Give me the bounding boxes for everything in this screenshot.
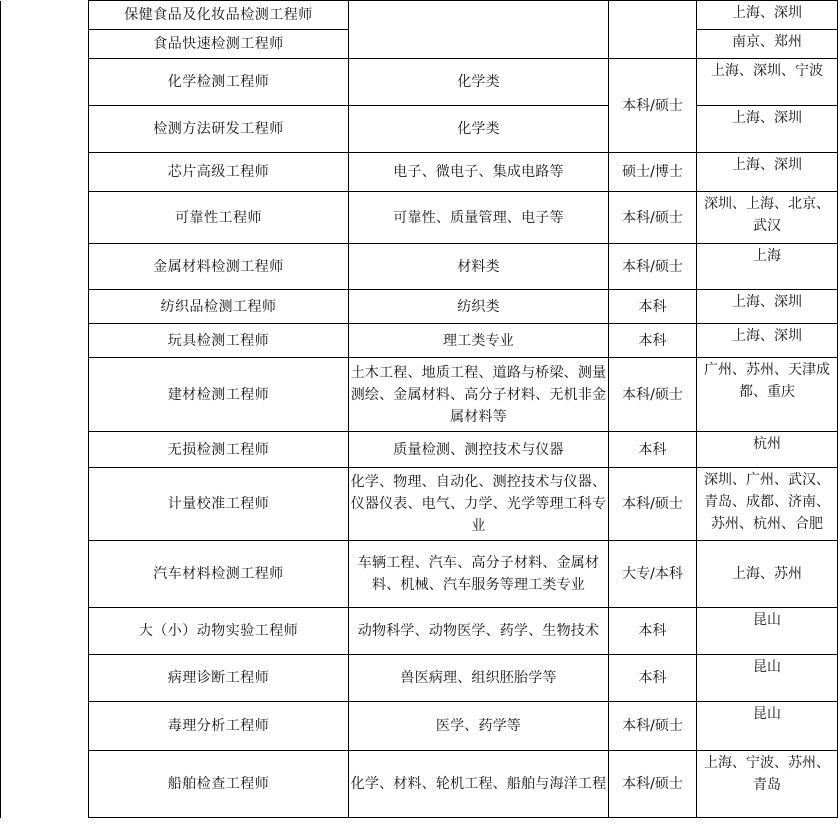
major-cell: 化学、材料、轮机工程、船舶与海洋工程: [349, 751, 609, 818]
table-row: [1, 290, 840, 324]
location-cell: 南京、郑州: [697, 30, 838, 59]
major-cell: 化学、物理、自动化、测控技术与仪器、仪器仪表、电气、力学、光学等理工科专业: [349, 468, 609, 541]
table-row: [1, 655, 840, 702]
table-row: [1, 59, 840, 106]
major-cell: 动物科学、动物医学、药学、生物技术: [349, 608, 609, 655]
location-cell: 昆山: [697, 655, 838, 702]
location-cell: 上海、深圳: [697, 324, 838, 358]
location-cell: 上海、宁波、苏州、青岛: [697, 751, 838, 818]
location-cell: 上海: [697, 244, 838, 290]
job-title-cell: 大（小）动物实验工程师: [89, 608, 349, 655]
major-cell: 纺织类: [349, 290, 609, 324]
location-cell: 上海、深圳: [697, 106, 838, 153]
location-cell: 上海、深圳、宁波: [697, 59, 838, 106]
location-cell: 杭州: [697, 432, 838, 468]
job-title-cell: 船舶检查工程师: [89, 751, 349, 818]
location-cell: 深圳、上海、北京、武汉: [697, 192, 838, 244]
table-row: [1, 358, 840, 432]
major-cell: 土木工程、地质工程、道路与桥梁、测量测绘、金属材料、高分子材料、无机非金属材料等: [349, 358, 609, 432]
degree-cell: 本科/硕士: [609, 358, 697, 432]
job-title-cell: 汽车材料检测工程师: [89, 541, 349, 608]
major-cell: [349, 1, 609, 59]
job-title-cell: 病理诊断工程师: [89, 655, 349, 702]
table-row: [1, 608, 840, 655]
job-title-cell: 食品快速检测工程师: [89, 30, 349, 59]
table-row: [1, 106, 840, 153]
degree-cell: 硕士/博士: [609, 153, 697, 192]
job-title-cell: 芯片高级工程师: [89, 153, 349, 192]
table-row: [1, 468, 840, 541]
table-row: [1, 324, 840, 358]
job-title-cell: 毒理分析工程师: [89, 702, 349, 751]
table-row: [1, 1, 840, 30]
degree-cell: 本科/硕士: [609, 59, 697, 153]
degree-cell: 本科/硕士: [609, 468, 697, 541]
table-row: [1, 751, 840, 818]
location-cell: 昆山: [697, 702, 838, 751]
location-cell: 上海、苏州: [697, 541, 838, 608]
table-row: [1, 153, 840, 192]
job-title-cell: 纺织品检测工程师: [89, 290, 349, 324]
table-row: [1, 192, 840, 244]
location-cell: 上海、深圳: [697, 290, 838, 324]
job-title-cell: 化学检测工程师: [89, 59, 349, 106]
degree-cell: 本科/硕士: [609, 751, 697, 818]
degree-cell: 本科: [609, 290, 697, 324]
location-cell: 广州、苏州、天津成都、重庆: [697, 358, 838, 432]
major-cell: 车辆工程、汽车、高分子材料、金属材料、机械、汽车服务等理工类专业: [349, 541, 609, 608]
degree-cell: 本科/硕士: [609, 192, 697, 244]
table-row: [1, 541, 840, 608]
table-row: [1, 702, 840, 751]
job-title-cell: 保健食品及化妆品检测工程师: [89, 1, 349, 30]
degree-cell: 本科: [609, 608, 697, 655]
major-cell: 化学类: [349, 59, 609, 106]
job-title-cell: 建材检测工程师: [89, 358, 349, 432]
degree-cell: 本科: [609, 324, 697, 358]
location-cell: 上海、深圳: [697, 153, 838, 192]
table-row: [1, 432, 840, 468]
major-cell: 化学类: [349, 106, 609, 153]
major-cell: 可靠性、质量管理、电子等: [349, 192, 609, 244]
location-cell: 深圳、广州、武汉、青岛、成都、济南、苏州、杭州、合肥: [697, 468, 838, 541]
job-title-cell: 计量校准工程师: [89, 468, 349, 541]
major-cell: 医学、药学等: [349, 702, 609, 751]
table-row: [1, 244, 840, 290]
job-title-cell: 金属材料检测工程师: [89, 244, 349, 290]
job-title-cell: 无损检测工程师: [89, 432, 349, 468]
major-cell: 电子、微电子、集成电路等: [349, 153, 609, 192]
degree-cell: 本科/硕士: [609, 702, 697, 751]
major-cell: 理工类专业: [349, 324, 609, 358]
left-margin-cell: [1, 1, 89, 818]
location-cell: 上海、深圳: [697, 1, 838, 30]
job-title-cell: 可靠性工程师: [89, 192, 349, 244]
degree-cell: 本科/硕士: [609, 244, 697, 290]
degree-cell: 本科: [609, 432, 697, 468]
location-cell: 昆山: [697, 608, 838, 655]
degree-cell: 本科: [609, 655, 697, 702]
major-cell: 兽医病理、组织胚胎学等: [349, 655, 609, 702]
job-title-cell: 玩具检测工程师: [89, 324, 349, 358]
major-cell: 质量检测、测控技术与仪器: [349, 432, 609, 468]
job-title-cell: 检测方法研发工程师: [89, 106, 349, 153]
major-cell: 材料类: [349, 244, 609, 290]
degree-cell: [609, 1, 697, 59]
degree-cell: 大专/本科: [609, 541, 697, 608]
